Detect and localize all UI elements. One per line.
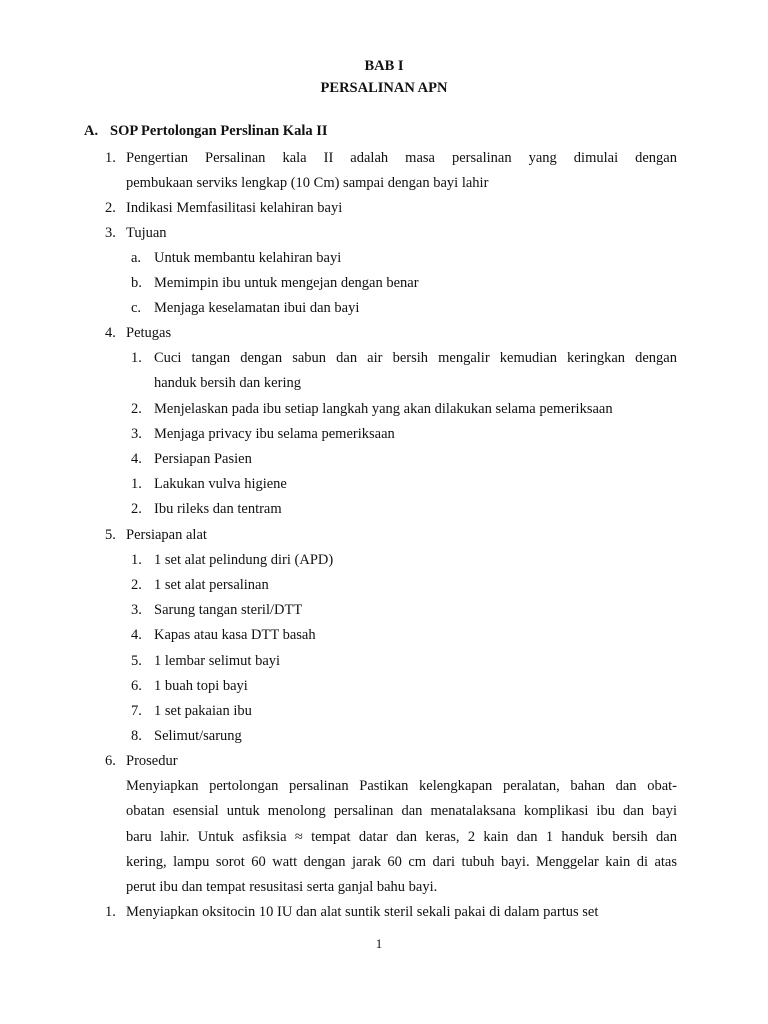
tool-item: Sarung tangan steril/DTT [154,602,303,618]
sub-list-number: 2. [131,501,142,517]
tool-item: 1 set alat pelindung diri (APD) [154,552,334,568]
sub-list-number: 1. [131,552,142,568]
goal-item: Menjaga keselamatan ibui dan bayi [154,300,360,316]
list-number: 1. [105,904,116,920]
goal-item: Untuk membantu kelahiran bayi [154,250,342,266]
staff-item: Persiapan Pasien [154,451,252,467]
staff-heading: Petugas [126,325,172,341]
definition-line-1: Pengertian Persalinan kala II adalah masa persalinan yang dimulai dengan [126,150,677,166]
tool-item: 1 buah topi bayi [154,678,248,694]
section-title: SOP Pertolongan Perslinan Kala II [110,123,328,139]
goal-item: Memimpin ibu untuk mengejan dengan benar [154,275,419,291]
tool-item: 1 set alat persalinan [154,577,269,593]
indication-text: Indikasi Memfasilitasi kelahiran bayi [126,200,343,216]
page-number: 1 [375,936,383,951]
sub-list-number: 1. [131,476,142,492]
staff-item-line-2: handuk bersih dan kering [154,375,301,391]
sub-list-number: 8. [131,728,142,744]
sub-list-number: 3. [131,602,142,618]
sub-list-number: 1. [131,350,142,366]
sub-list-number: 3. [131,426,142,442]
tool-item: 1 lembar selimut bayi [154,653,281,669]
chapter-title: PERSALINAN APN [320,80,448,96]
procedure-paragraph-line: Menyiapkan pertolongan persalinan Pastikan kelengkapan peralatan, bahan dan obat- [126,778,677,794]
sub-list-letter: a. [131,250,142,266]
list-number: 6. [105,753,116,769]
list-number: 5. [105,527,116,543]
sub-list-number: 4. [131,451,142,467]
sub-list-number: 4. [131,627,142,643]
definition-line-2: pembukaan serviks lengkap (10 Cm) sampai dengan bayi lahir [126,175,489,191]
list-number: 4. [105,325,116,341]
oxytocin-step: Menyiapkan oksitocin 10 IU dan alat suntik steril sekali pakai di dalam partus set [126,904,599,920]
procedure-paragraph-line: kering, lampu sorot 60 watt dengan jarak 60 cm dari tubuh bayi. Menggelar kain di atas [126,854,677,870]
tool-item: Selimut/sarung [154,728,242,744]
list-number: 3. [105,225,116,241]
sub-list-number: 5. [131,653,142,669]
procedure-paragraph-line: baru lahir. Untuk asfiksia ≈ tempat datar dan keras, 2 kain dan 1 handuk bersih dan [126,829,677,845]
sub-list-letter: c. [131,300,142,316]
sub-list-number: 2. [131,577,142,593]
list-number: 2. [105,200,116,216]
procedure-paragraph-line: obatan esensial untuk menolong persalinan dan menatalaksana komplikasi ibu dan bayi [126,803,677,819]
sub-list-number: 2. [131,401,142,417]
staff-item: Lakukan vulva higiene [154,476,287,492]
list-number: 1. [105,150,116,166]
procedure-heading: Prosedur [126,753,178,769]
staff-item: Menjelaskan pada ibu setiap langkah yang akan dilakukan selama pemeriksaan [154,401,613,417]
section-label: A. [84,123,99,139]
sub-list-letter: b. [131,275,142,291]
staff-item-line-1: Cuci tangan dengan sabun dan air bersih mengalir kemudian keringkan dengan [154,350,677,366]
tool-item: Kapas atau kasa DTT basah [154,627,316,643]
chapter-heading: BAB I [364,58,404,74]
staff-item: Menjaga privacy ibu selama pemeriksaan [154,426,395,442]
sub-list-number: 6. [131,678,142,694]
goal-heading: Tujuan [126,225,167,241]
tools-heading: Persiapan alat [126,527,207,543]
staff-item: Ibu rileks dan tentram [154,501,282,517]
tool-item: 1 set pakaian ibu [154,703,252,719]
procedure-paragraph-line: perut ibu dan tempat resusitasi serta ganjal bahu bayi. [126,879,438,895]
sub-list-number: 7. [131,703,142,719]
